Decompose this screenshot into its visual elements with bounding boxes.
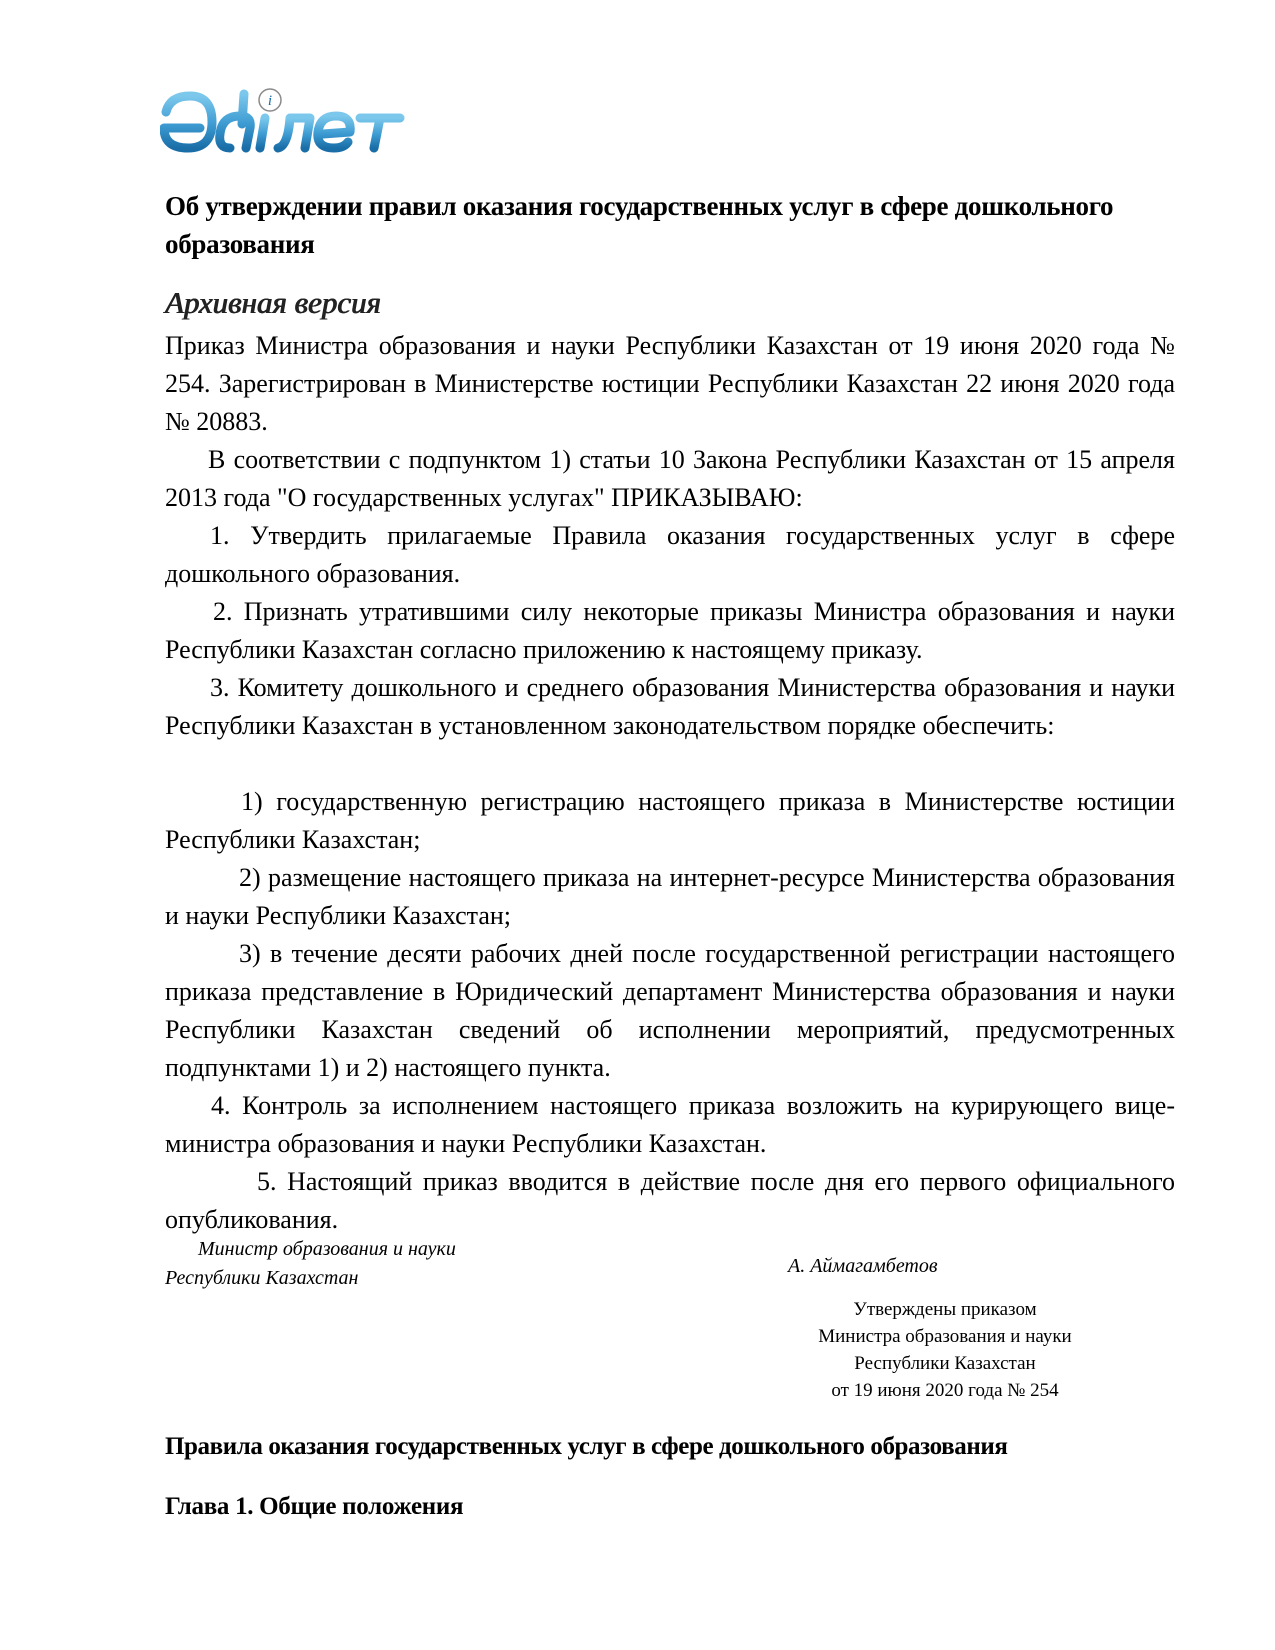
order-basis: В соответствии с подпунктом 1) статьи 10 Закона Республики Казахстан от 15 апреля 2013 года "О государственных услугах" ПРИКАЗЫВАЮ: bbox=[165, 445, 1175, 512]
adilet-logo bbox=[160, 84, 460, 164]
order-subitem-1: 1) государственную регистрацию настоящего приказа в Министерстве юстиции Республики Казахстан; bbox=[165, 787, 1175, 854]
signature-position bbox=[165, 1235, 456, 1293]
signature-position-line2: Республики Казахстан bbox=[165, 1267, 359, 1289]
signature-name: А. Аймагамбетов bbox=[788, 1255, 938, 1277]
order-item-1: 1. Утвердить прилагаемые Правила оказания государственных услуг в сфере дошкольного образования. bbox=[165, 521, 1175, 588]
approval-line3: Республики Казахстан bbox=[854, 1353, 1036, 1374]
approval-line1: Утверждены приказом bbox=[853, 1299, 1037, 1320]
document-title: Об утверждении правил оказания государственных услуг в сфере дошкольного образования bbox=[165, 191, 1114, 259]
approval-block bbox=[780, 1296, 1110, 1404]
order-item-3: 3. Комитету дошкольного и среднего образования Министерства образования и науки Республики Казахстан в установленном законодательством порядке обеспечить: bbox=[165, 673, 1175, 740]
order-subitem-3: 3) в течение десяти рабочих дней после государственной регистрации настоящего приказа представление в Юридический департамент Министерства образования и науки Республики Казахстан сведений об исполнении мероприятий, предусмотренных подпунктами 1) и 2) настоящего пункта. bbox=[165, 939, 1175, 1082]
order-item-2: 2. Признать утратившими силу некоторые приказы Министра образования и науки Республики Казахстан согласно приложению к настоящему приказу. bbox=[165, 597, 1175, 664]
order-item-5: 5. Настоящий приказ вводится в действие после дня его первого официального опубликования. bbox=[165, 1167, 1175, 1234]
order-subitem-2: 2) размещение настоящего приказа на интернет-ресурсе Министерства образования и науки Республики Казахстан; bbox=[165, 863, 1175, 930]
chapter-title: Глава 1. Общие положения bbox=[165, 1493, 464, 1520]
approval-line2: Министра образования и науки bbox=[818, 1326, 1072, 1347]
rules-title: Правила оказания государственных услуг в сфере дошкольного образования bbox=[165, 1433, 1008, 1460]
order-preamble: Приказ Министра образования и науки Республики Казахстан от 19 июня 2020 года № 254. Зарегистрирован в Министерстве юстиции Республики Казахстан 22 июня 2020 года № 20883. bbox=[165, 331, 1175, 436]
signature-position-line1: Министр образования и науки bbox=[198, 1238, 456, 1260]
adilet-logo-graphic bbox=[160, 84, 460, 164]
approval-line4: от 19 июня 2020 года № 254 bbox=[831, 1380, 1059, 1401]
archive-version-label: Архивная версия bbox=[165, 285, 381, 320]
svg-text:i: i bbox=[267, 93, 273, 109]
order-item-4: 4. Контроль за исполнением настоящего приказа возложить на курирующего вице-министра образования и науки Республики Казахстан. bbox=[165, 1091, 1175, 1158]
